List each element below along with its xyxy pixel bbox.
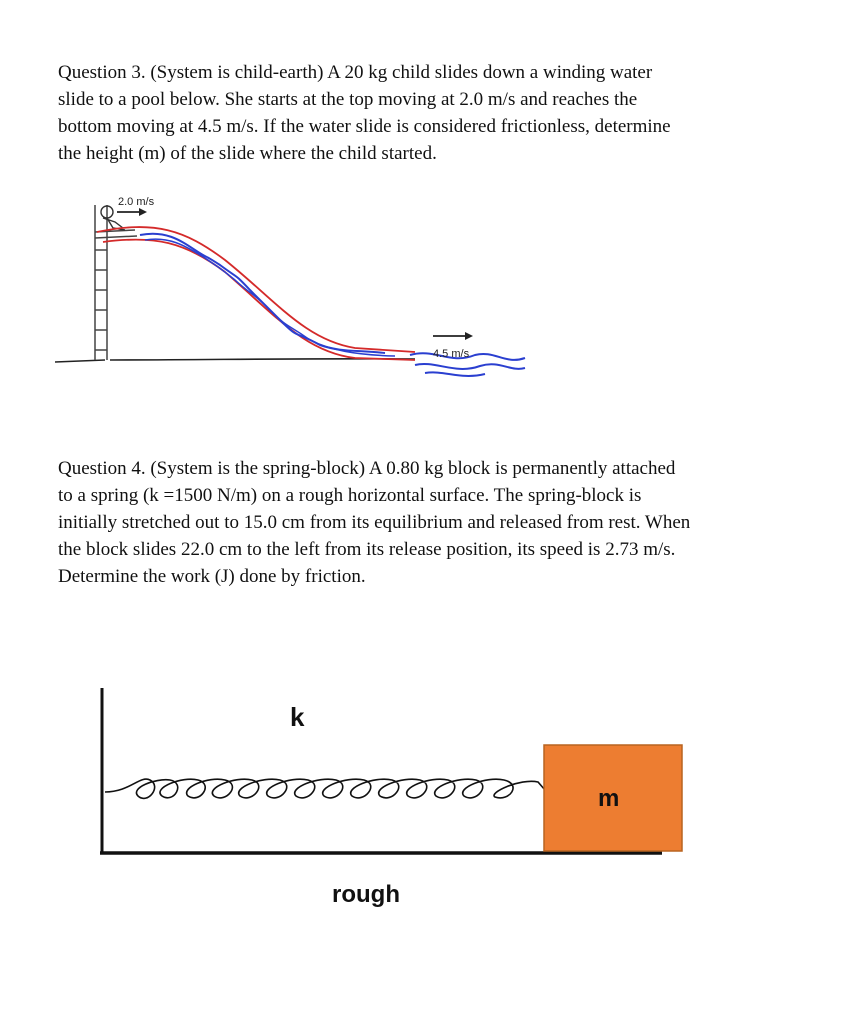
question-4-text bbox=[58, 455, 690, 590]
spring-block-figure bbox=[90, 680, 710, 920]
ground-line bbox=[55, 359, 415, 362]
end-speed-label: 4.5 m/s bbox=[433, 348, 470, 360]
question-3-line: slide to a pool below. She starts at the top moving at 2.0 m/s and reaches the bbox=[58, 89, 638, 110]
question-4-line: the block slides 22.0 cm to the left from its release position, its speed is 2.73 m/s. bbox=[58, 539, 676, 560]
question-3-line: the height (m) of the slide where the child started. bbox=[58, 143, 437, 164]
spring-k-label: k bbox=[290, 702, 305, 732]
slide-rail-top bbox=[97, 227, 415, 352]
question-3-text bbox=[58, 59, 671, 167]
child-icon bbox=[101, 206, 125, 230]
question-3-line: Question 3. (System is child-earth) A 20 kg child slides down a winding water bbox=[58, 62, 653, 83]
spring-coil bbox=[105, 779, 545, 798]
water-slide-figure bbox=[55, 190, 535, 390]
surface-rough-label: rough bbox=[332, 881, 400, 908]
ladder bbox=[95, 205, 107, 360]
question-4-line: Question 4. (System is the spring-block) A 0.80 kg block is permanently attached bbox=[58, 458, 676, 479]
question-4-line: to a spring (k =1500 N/m) on a rough horizontal surface. The spring-block is bbox=[58, 485, 642, 506]
question-4-line: Determine the work (J) done by friction. bbox=[58, 566, 366, 587]
water-flow-line bbox=[145, 239, 395, 356]
question-3-line: bottom moving at 4.5 m/s. If the water slide is considered frictionless, determine bbox=[58, 116, 671, 137]
start-speed-label: 2.0 m/s bbox=[118, 196, 155, 208]
block-m-label: m bbox=[598, 785, 620, 812]
question-4-line: initially stretched out to 15.0 cm from its equilibrium and released from rest. When bbox=[58, 512, 691, 533]
